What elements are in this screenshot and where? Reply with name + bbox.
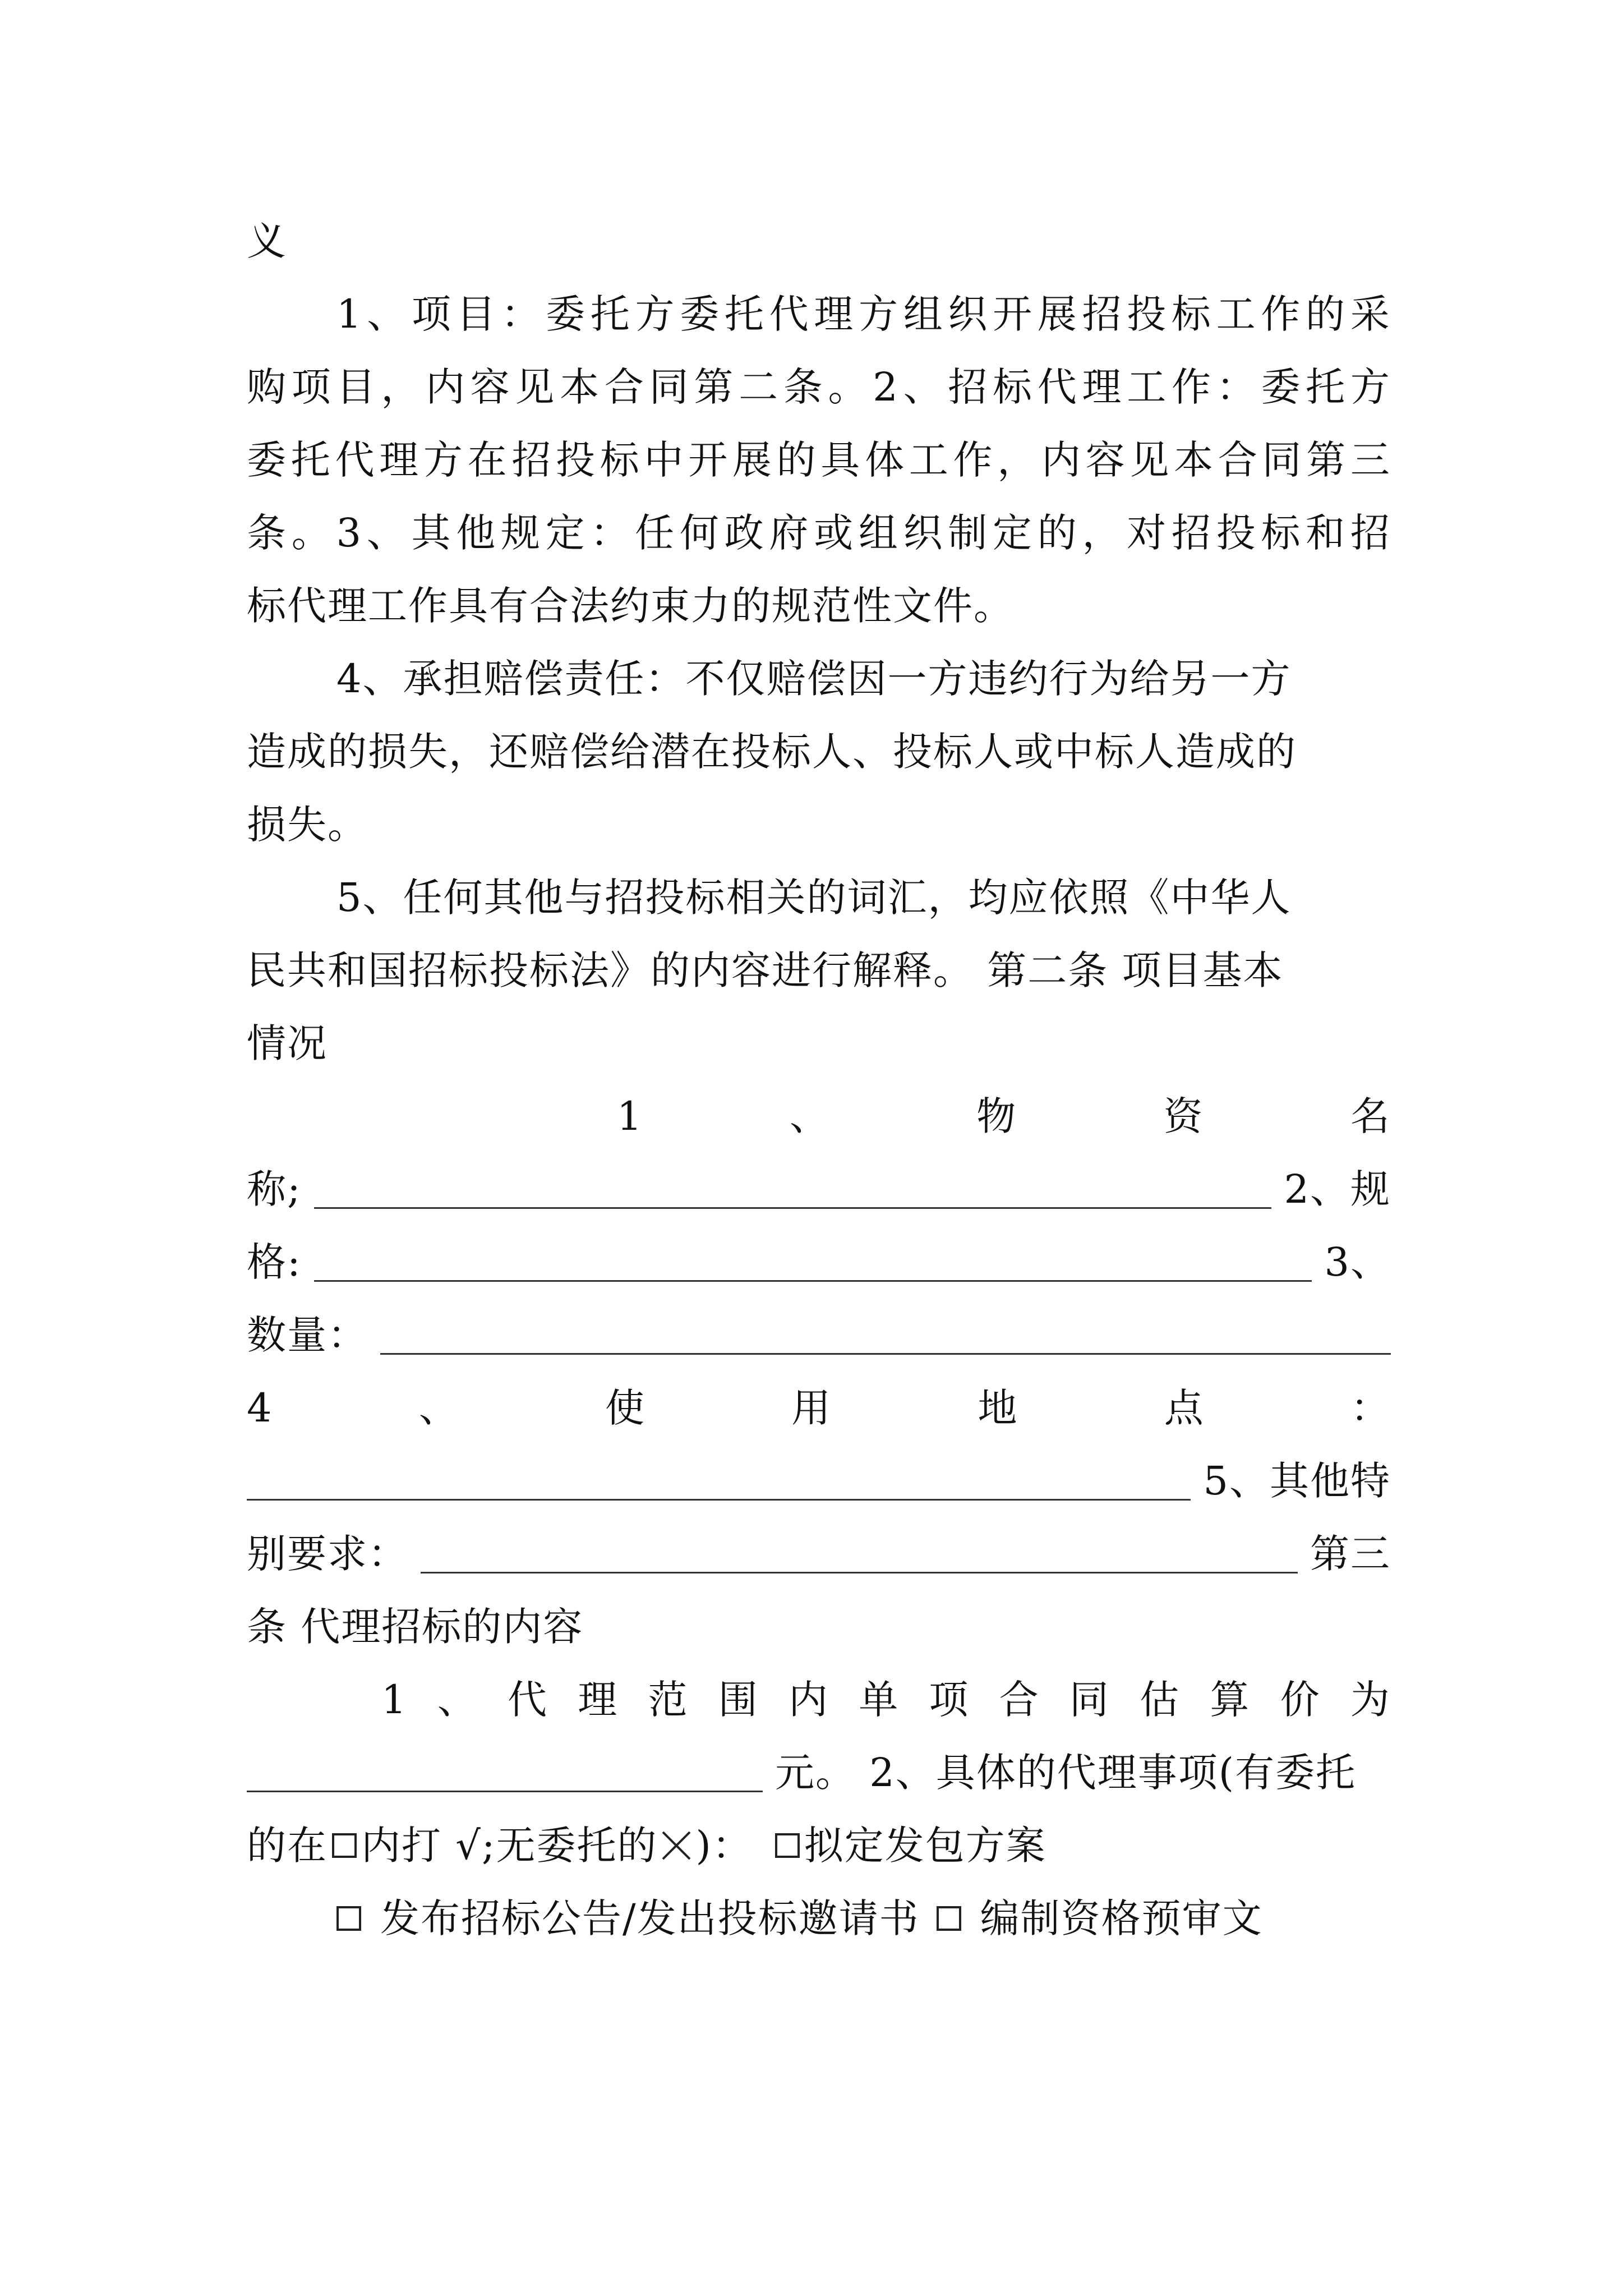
char: ， bbox=[381, 364, 422, 410]
char: 投 bbox=[556, 437, 597, 483]
char: 开 bbox=[688, 437, 729, 483]
char: 中 bbox=[644, 437, 685, 483]
char: 委 bbox=[680, 291, 721, 337]
char: 第 bbox=[694, 364, 735, 410]
field-label: 5、其他特 bbox=[1203, 1458, 1391, 1504]
spread-char: 代 bbox=[508, 1677, 548, 1723]
spread-line-item-name bbox=[617, 1088, 1391, 1144]
instruction-text: 的在 bbox=[247, 1823, 328, 1869]
char: 招 bbox=[1082, 291, 1123, 337]
spread-char: 项 bbox=[929, 1677, 970, 1723]
spread-char: 使 bbox=[605, 1385, 646, 1431]
spread-char: 名 bbox=[1350, 1093, 1391, 1139]
spread-char: 物 bbox=[976, 1093, 1017, 1139]
text-line: 损失。 bbox=[247, 802, 368, 848]
field-label: 别要求： bbox=[247, 1531, 408, 1577]
spread-char: ： bbox=[1350, 1385, 1391, 1431]
char: 目 bbox=[336, 364, 377, 410]
char: 容 bbox=[1085, 437, 1126, 483]
char: 或 bbox=[814, 510, 855, 556]
spread-line-estimate bbox=[381, 1672, 1391, 1728]
char: 和 bbox=[1306, 510, 1347, 556]
spread-char: 地 bbox=[978, 1385, 1018, 1431]
char: 组 bbox=[903, 291, 944, 337]
char: ， bbox=[1082, 510, 1123, 556]
char: 投 bbox=[1127, 291, 1168, 337]
spread-char: 算 bbox=[1210, 1677, 1251, 1723]
spread-char: 围 bbox=[718, 1677, 759, 1723]
char: 方 bbox=[423, 437, 464, 483]
other-requirements-blank[interactable] bbox=[421, 1535, 1298, 1573]
char: 采 bbox=[1350, 291, 1391, 337]
spread-char: 同 bbox=[1069, 1677, 1110, 1723]
location-blank[interactable] bbox=[247, 1462, 1191, 1501]
char: 标 bbox=[1171, 291, 1212, 337]
char: 标 bbox=[1261, 510, 1302, 556]
instruction-text: 内打 √;无委托的 bbox=[361, 1823, 658, 1869]
spread-char: 内 bbox=[788, 1677, 829, 1723]
checkbox-label: 拟定发包方案 bbox=[804, 1823, 1046, 1869]
spread-char: 范 bbox=[648, 1677, 689, 1723]
char: 开 bbox=[993, 291, 1034, 337]
char: 招 bbox=[1350, 510, 1391, 556]
char: 见 bbox=[515, 364, 556, 410]
field-label: 元。 2、具体的代理事项(有委托 bbox=[775, 1750, 1357, 1796]
char: ： bbox=[590, 510, 631, 556]
spec-blank[interactable] bbox=[314, 1243, 1312, 1282]
char: 托 bbox=[724, 291, 765, 337]
char: 委 bbox=[1261, 364, 1302, 410]
char: 何 bbox=[679, 510, 720, 556]
char: 对 bbox=[1127, 510, 1168, 556]
spread-char: 价 bbox=[1280, 1677, 1321, 1723]
char: 托 bbox=[1306, 364, 1347, 410]
spec-line bbox=[247, 1234, 1391, 1290]
char: 招 bbox=[1171, 510, 1212, 556]
char: 条 bbox=[247, 510, 287, 556]
char: 方 bbox=[858, 291, 899, 337]
char: 理 bbox=[814, 291, 855, 337]
checkbox-label: 发布招标公告/发出投标邀请书 bbox=[380, 1895, 920, 1941]
instruction-text: )： bbox=[695, 1823, 753, 1869]
checkbox-draft-plan[interactable] bbox=[775, 1833, 800, 1858]
checkbox-instruction-line bbox=[247, 1818, 1391, 1874]
char: 内 bbox=[1041, 437, 1082, 483]
spread-char: 用 bbox=[791, 1385, 832, 1431]
char: 目 bbox=[456, 291, 497, 337]
char: 委 bbox=[546, 291, 587, 337]
char: 制 bbox=[948, 510, 989, 556]
char: 托 bbox=[291, 437, 331, 483]
spread-char: 合 bbox=[999, 1677, 1040, 1723]
text-line bbox=[247, 359, 1391, 415]
text-line: 民共和国招标投标法》的内容进行解释。 第二条 项目基本 bbox=[247, 947, 1284, 993]
char: 标 bbox=[993, 364, 1034, 410]
char: 他 bbox=[456, 510, 497, 556]
char: 代 bbox=[769, 291, 810, 337]
text-line bbox=[336, 286, 1391, 342]
location-line bbox=[247, 1453, 1391, 1509]
char: 见 bbox=[1129, 437, 1170, 483]
text-line bbox=[247, 432, 1391, 488]
spread-char: 点 bbox=[1164, 1385, 1205, 1431]
spread-char: 1 bbox=[617, 1093, 643, 1139]
cross-mark-icon bbox=[660, 1829, 693, 1862]
spread-char: 单 bbox=[859, 1677, 900, 1723]
char: 招 bbox=[511, 437, 552, 483]
char: 工 bbox=[1216, 291, 1257, 337]
spread-char: 理 bbox=[578, 1677, 619, 1723]
spread-char: 4 bbox=[247, 1385, 273, 1431]
char: 二 bbox=[739, 364, 780, 410]
char: 工 bbox=[1127, 364, 1168, 410]
char: 体 bbox=[865, 437, 906, 483]
estimate-price-line bbox=[247, 1745, 1391, 1801]
char: 3 bbox=[336, 510, 363, 556]
item-name-line bbox=[247, 1161, 1391, 1217]
char: 定 bbox=[545, 510, 586, 556]
other-requirements-line bbox=[247, 1526, 1391, 1582]
checkbox-items-line bbox=[336, 1890, 1391, 1947]
char: 织 bbox=[903, 510, 944, 556]
text-line: 义 bbox=[247, 218, 287, 264]
char: ： bbox=[501, 291, 542, 337]
char: 项 bbox=[411, 291, 452, 337]
char: 府 bbox=[769, 510, 810, 556]
char: 同 bbox=[649, 364, 690, 410]
char: 织 bbox=[948, 291, 989, 337]
text-line: 标代理工作具有合法约束力的规范性文件。 bbox=[247, 583, 1014, 629]
char: 同 bbox=[1262, 437, 1303, 483]
char: ， bbox=[997, 437, 1038, 483]
checkbox-publish-notice[interactable] bbox=[336, 1906, 361, 1931]
char: 本 bbox=[560, 364, 601, 410]
char: 方 bbox=[635, 291, 676, 337]
char: 、 bbox=[367, 291, 408, 337]
spread-char: 资 bbox=[1163, 1093, 1204, 1139]
spread-char: 1 bbox=[381, 1677, 408, 1723]
spread-char: 、 bbox=[437, 1677, 478, 1723]
text-line: 造成的损失，还赔偿给潜在投标人、投标人或中标人造成的 bbox=[247, 729, 1297, 775]
char: 、 bbox=[366, 510, 407, 556]
char: 合 bbox=[1218, 437, 1258, 483]
char: 。 bbox=[828, 364, 869, 410]
char: 内 bbox=[425, 364, 466, 410]
checkbox-prequalification[interactable] bbox=[937, 1906, 961, 1931]
char: 购 bbox=[247, 364, 287, 410]
char: 具 bbox=[820, 437, 861, 483]
char: 条 bbox=[783, 364, 824, 410]
char: 展 bbox=[732, 437, 773, 483]
char: 第 bbox=[1306, 437, 1347, 483]
char: 工 bbox=[909, 437, 949, 483]
field-label: 2、规 bbox=[1284, 1166, 1391, 1212]
char: 合 bbox=[604, 364, 645, 410]
char: 标 bbox=[600, 437, 640, 483]
char: 代 bbox=[1037, 364, 1078, 410]
item-name-blank[interactable] bbox=[314, 1170, 1272, 1209]
field-label: 称; bbox=[247, 1166, 302, 1212]
char: 任 bbox=[635, 510, 676, 556]
char: 本 bbox=[1174, 437, 1215, 483]
text-line bbox=[247, 505, 1391, 561]
quantity-blank[interactable] bbox=[380, 1316, 1391, 1355]
char: 、 bbox=[903, 364, 944, 410]
char: 委 bbox=[247, 437, 287, 483]
char: 规 bbox=[500, 510, 541, 556]
char: 托 bbox=[590, 291, 631, 337]
estimate-price-blank[interactable] bbox=[247, 1754, 763, 1792]
char: 的 bbox=[776, 437, 817, 483]
char: 理 bbox=[1082, 364, 1123, 410]
char: 1 bbox=[336, 291, 363, 337]
checkbox-label: 编制资格预审文 bbox=[980, 1895, 1263, 1941]
char: 。 bbox=[291, 510, 332, 556]
section-heading: 条 代理招标的内容 bbox=[247, 1604, 584, 1650]
char: 政 bbox=[724, 510, 765, 556]
text-line: 5、任何其他与招投标相关的词汇，均应依照《中华人 bbox=[336, 875, 1292, 921]
field-label: 第三 bbox=[1310, 1531, 1391, 1577]
char: 作 bbox=[1171, 364, 1212, 410]
checkbox-icon bbox=[332, 1833, 357, 1858]
field-label: 3、 bbox=[1324, 1239, 1391, 1285]
text-line: 4、承担赔偿责任：不仅赔偿因一方违约行为给另一方 bbox=[336, 656, 1292, 702]
char: 项 bbox=[291, 364, 332, 410]
char: 作 bbox=[953, 437, 994, 483]
char: 理 bbox=[379, 437, 420, 483]
spread-char: 、 bbox=[789, 1093, 830, 1139]
field-label: 数量： bbox=[247, 1312, 368, 1358]
char: 展 bbox=[1037, 291, 1078, 337]
char: 代 bbox=[335, 437, 376, 483]
char: ： bbox=[1216, 364, 1257, 410]
char: 三 bbox=[1350, 437, 1391, 483]
char: 2 bbox=[873, 364, 899, 410]
char: 的 bbox=[1037, 510, 1078, 556]
field-label: 格: bbox=[247, 1239, 302, 1285]
char: 招 bbox=[948, 364, 989, 410]
char: 定 bbox=[993, 510, 1034, 556]
char: 在 bbox=[467, 437, 508, 483]
spread-char: 为 bbox=[1350, 1677, 1391, 1723]
spread-char: 估 bbox=[1140, 1677, 1181, 1723]
char: 作 bbox=[1261, 291, 1302, 337]
char: 的 bbox=[1306, 291, 1347, 337]
char: 投 bbox=[1216, 510, 1257, 556]
char: 方 bbox=[1350, 364, 1391, 410]
char: 组 bbox=[858, 510, 899, 556]
char: 容 bbox=[470, 364, 511, 410]
text-line: 情况 bbox=[247, 1020, 328, 1066]
char: 其 bbox=[411, 510, 452, 556]
quantity-line bbox=[247, 1307, 1391, 1363]
spread-line-location bbox=[247, 1380, 1391, 1436]
spread-char: 、 bbox=[418, 1385, 459, 1431]
